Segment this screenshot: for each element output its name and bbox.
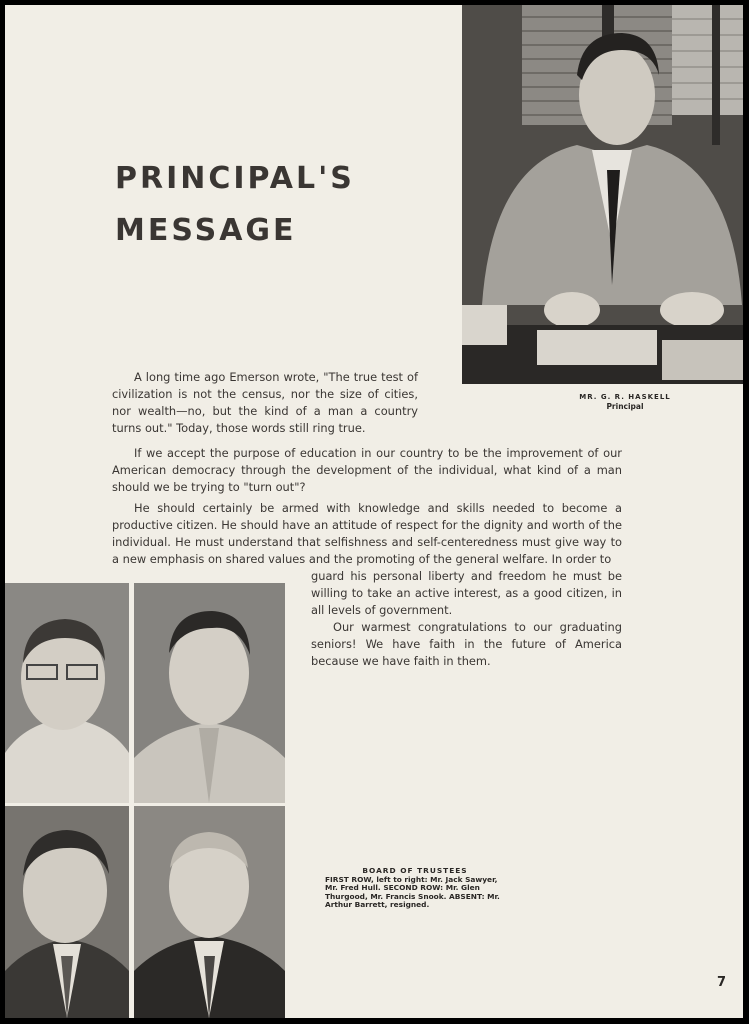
trustee-photo-thurgood — [5, 806, 129, 1018]
board-names: FIRST ROW, left to right: Mr. Jack Sawyer, Mr. Fred Hull. SECOND ROW: Mr. Glen Thurgood, Mr. Francis Snook. ABSENT: Mr. Arthur Barrett, resigned. — [325, 874, 500, 910]
title-line-1: PRINCIPAL'S — [115, 161, 355, 196]
principal-name: MR. G. R. HASKELL — [579, 393, 671, 401]
paragraph-4: Our warmest congratulations to our graduating seniors! We have faith in the future of America because we have faith in them. — [311, 620, 622, 668]
trustee-photo-sawyer — [5, 583, 129, 803]
yearbook-page — [5, 5, 743, 1018]
paragraph-3-continued: guard his personal liberty and freedom he must be willing to take an active interest, as a good citizen, in all levels of government. — [311, 569, 622, 617]
paragraph-3: He should certainly be armed with knowledge and skills needed to become a productive citizen. He should have an attitude of respect for the dignity and worth of the individual. He must understand that selfishness and self-centeredness must give way to a new emphasis on shared values and the promoting of the general welfare. In order to — [112, 501, 622, 566]
paragraph-1: A long time ago Emerson wrote, "The true test of civilization is not the census, nor the size of cities, nor wealth—no, but the kind of a man a country turns out." Today, those words still ring true. — [112, 370, 418, 435]
page-number: 7 — [717, 975, 727, 990]
page-title — [115, 153, 355, 257]
principal-role: Principal — [606, 402, 644, 411]
board-heading: BOARD OF TRUSTEES — [362, 866, 468, 875]
principal-caption — [545, 393, 705, 411]
paragraph-2: If we accept the purpose of education in our country to be the improvement of our American democracy through the development of the individual, what kind of a man should we be trying to "turn out"? — [112, 446, 622, 494]
board-caption — [325, 867, 505, 910]
title-line-2: MESSAGE — [115, 213, 297, 248]
principal-photo — [462, 5, 743, 384]
trustee-photo-hull — [134, 583, 285, 803]
trustee-photo-snook — [134, 806, 285, 1018]
